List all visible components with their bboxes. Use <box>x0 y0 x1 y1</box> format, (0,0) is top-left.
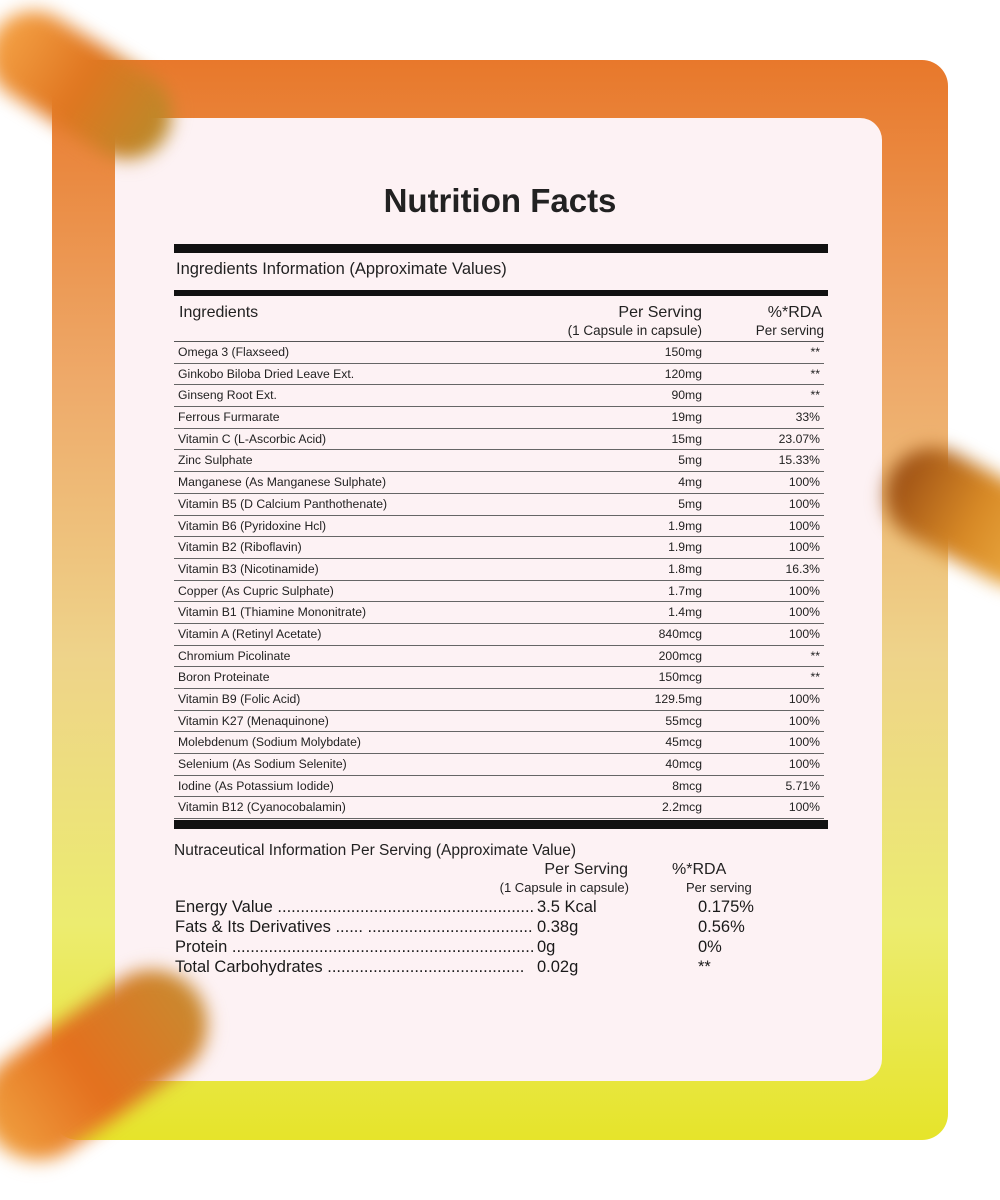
nutra-value: 0g <box>537 938 556 956</box>
table-row <box>174 581 824 603</box>
table-row <box>174 516 824 538</box>
ingredient-rda: ** <box>810 366 820 381</box>
nutra-rda: 0.175% <box>698 898 754 916</box>
ingredient-name: Iodine (As Potassium Iodide) <box>178 778 334 793</box>
nutra-rda-subheader: Per serving <box>686 880 752 895</box>
ingredient-amount: 40mcg <box>665 757 702 772</box>
nutra-rda: 0.56% <box>698 918 745 936</box>
table-row <box>174 472 824 494</box>
ingredient-amount: 1.7mg <box>668 583 702 598</box>
header-rule <box>174 290 828 296</box>
list-item <box>174 918 774 938</box>
ingredient-name: Vitamin B1 (Thiamine Mononitrate) <box>178 605 367 620</box>
ingredient-rda: 100% <box>788 757 820 772</box>
ingredient-amount: 5mg <box>678 496 702 511</box>
table-row <box>174 797 824 819</box>
ingredient-amount: 8mcg <box>672 778 702 793</box>
ingredient-amount: 150mcg <box>658 670 702 685</box>
ingredient-rda: 15.33% <box>778 453 820 468</box>
nutra-value: 0.02g <box>537 958 579 976</box>
col-rda-header: %*RDA <box>767 304 822 321</box>
nutra-per-serving-header: Per Serving <box>544 861 628 878</box>
ingredient-name: Ginkobo Biloba Dried Leave Ext. <box>178 366 355 381</box>
ingredient-rda: ** <box>810 345 820 359</box>
nutra-value: 0.38g <box>537 918 579 936</box>
nutra-label: Energy Value ........................................................ <box>175 898 535 916</box>
table-row <box>174 364 824 386</box>
ingredient-rda: 23.07% <box>778 431 820 446</box>
table-row <box>174 624 824 646</box>
ingredient-rda: 100% <box>788 713 820 728</box>
nutra-rda: 0% <box>698 938 722 956</box>
ingredient-amount: 1.4mg <box>668 605 702 620</box>
ingredient-name: Ginseng Root Ext. <box>178 388 277 403</box>
col-per-serving-header: Per Serving <box>618 304 702 321</box>
ingredient-amount: 15mg <box>671 431 702 446</box>
ingredient-rda: 100% <box>788 518 820 533</box>
ingredient-rda: 100% <box>788 735 820 750</box>
page-title: Nutrition Facts <box>383 182 617 219</box>
ingredient-amount: 129.5mg <box>654 692 702 706</box>
ingredient-rda: ** <box>810 388 820 403</box>
table-row <box>174 711 824 733</box>
ingredient-amount: 200mcg <box>658 648 702 663</box>
ingredient-amount: 45mcg <box>665 735 702 750</box>
col-per-serving-subheader: (1 Capsule in capsule) <box>567 323 702 338</box>
ingredient-name: Vitamin K27 (Menaquinone) <box>178 713 329 728</box>
ingredient-name: Copper (As Cupric Sulphate) <box>178 583 334 598</box>
ingredient-rda: 5.71% <box>785 778 820 793</box>
nutra-rda: ** <box>698 958 711 976</box>
ingredient-rda: ** <box>810 670 820 685</box>
top-thick-rule <box>174 244 828 253</box>
nutra-value: 3.5 Kcal <box>537 898 597 916</box>
ingredient-name: Zinc Sulphate <box>178 453 253 468</box>
ingredient-amount: 1.9mg <box>668 540 702 555</box>
table-row <box>174 602 824 624</box>
table-row <box>174 776 824 798</box>
col-ingredients-header: Ingredients <box>179 304 259 321</box>
table-row <box>174 407 824 429</box>
ingredient-amount: 4mg <box>678 475 702 490</box>
nutra-label: Protein .................................................................. <box>175 938 535 956</box>
ingredient-rda: 100% <box>788 605 820 620</box>
ingredient-rda: 33% <box>795 410 820 425</box>
ingredient-name: Vitamin B12 (Cyanocobalamin) <box>178 800 346 815</box>
ingredient-rda: 16.3% <box>785 561 820 576</box>
nutra-rda-header: %*RDA <box>672 861 727 878</box>
ingredient-amount: 1.8mg <box>668 561 702 576</box>
table-row <box>174 732 824 754</box>
table-row <box>174 754 824 776</box>
ingredient-amount: 2.2mcg <box>662 800 702 815</box>
ingredient-rda: 100% <box>788 583 820 598</box>
ingredient-name: Omega 3 (Flaxseed) <box>178 345 290 359</box>
ingredient-name: Vitamin B9 (Folic Acid) <box>178 692 301 706</box>
table-row <box>174 559 824 581</box>
bottom-thick-rule <box>174 820 828 829</box>
ingredient-rda: 100% <box>788 626 820 641</box>
ingredient-rda: 100% <box>788 800 820 815</box>
ingredient-name: Vitamin C (L-Ascorbic Acid) <box>178 431 327 446</box>
ingredient-amount: 5mg <box>678 453 702 468</box>
table-row <box>174 537 824 559</box>
ingredient-name: Chromium Picolinate <box>178 648 291 663</box>
table-row <box>174 450 824 472</box>
table-row <box>174 342 824 364</box>
ingredient-name: Vitamin B2 (Riboflavin) <box>178 540 302 555</box>
ingredient-rda: ** <box>810 648 820 663</box>
table-row <box>174 494 824 516</box>
table-row <box>174 646 824 668</box>
ingredient-rda: 100% <box>788 540 820 555</box>
ingredient-amount: 150mg <box>664 345 702 359</box>
ingredient-name: Vitamin B3 (Nicotinamide) <box>178 561 319 576</box>
ingredient-name: Vitamin B5 (D Calcium Panthothenate) <box>178 496 388 511</box>
ingredients-heading: Ingredients Information (Approximate Values) <box>176 260 507 278</box>
list-item <box>174 938 774 958</box>
ingredient-name: Boron Proteinate <box>178 670 270 685</box>
ingredient-rda: 100% <box>788 496 820 511</box>
nutra-label: Total Carbohydrates ........................................... <box>175 958 525 976</box>
nutra-per-serving-subheader: (1 Capsule in capsule) <box>499 880 629 895</box>
table-row <box>174 429 824 451</box>
ingredient-rda: 100% <box>788 692 820 706</box>
ingredients-table <box>174 341 824 819</box>
table-row <box>174 667 824 689</box>
ingredient-amount: 90mg <box>671 388 702 403</box>
ingredient-rda: 100% <box>788 475 820 490</box>
ingredient-name: Manganese (As Manganese Sulphate) <box>178 475 386 490</box>
col-rda-subheader: Per serving <box>755 323 824 338</box>
ingredient-amount: 55mcg <box>665 713 702 728</box>
ingredient-name: Vitamin A (Retinyl Acetate) <box>178 626 322 641</box>
ingredient-name: Ferrous Furmarate <box>178 410 280 425</box>
ingredient-name: Molebdenum (Sodium Molybdate) <box>178 735 361 750</box>
nutraceutical-heading: Nutraceutical Information Per Serving (Approximate Value) <box>174 842 577 859</box>
ingredient-amount: 840mcg <box>658 626 702 641</box>
list-item <box>174 958 774 978</box>
ingredient-amount: 1.9mg <box>668 518 702 533</box>
nutra-label: Fats & Its Derivatives ...... .................................... <box>175 918 533 936</box>
ingredient-name: Vitamin B6 (Pyridoxine Hcl) <box>178 518 327 533</box>
ingredient-amount: 19mg <box>671 410 702 425</box>
table-row <box>174 385 824 407</box>
ingredient-name: Selenium (As Sodium Selenite) <box>178 757 347 772</box>
table-row <box>174 689 824 711</box>
list-item <box>174 898 774 918</box>
ingredient-amount: 120mg <box>664 366 702 381</box>
